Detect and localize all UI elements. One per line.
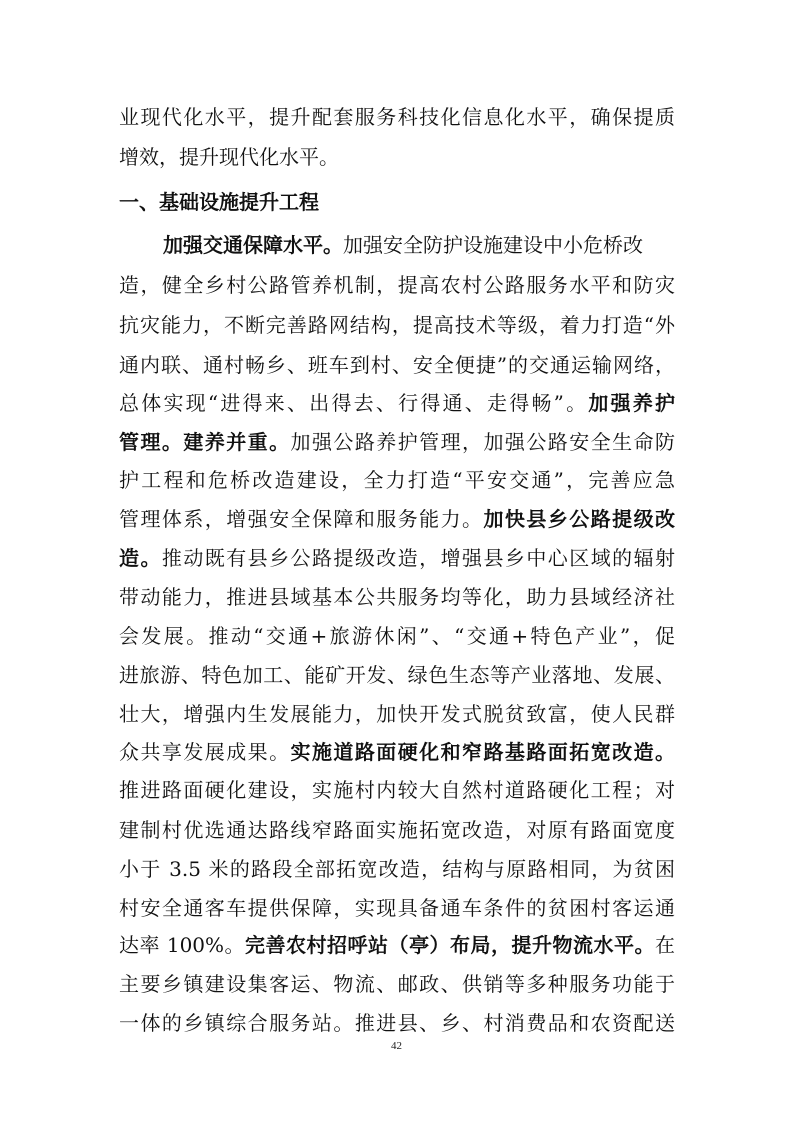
text-line (119, 425, 675, 459)
text-segment: 带动能力，推进县域基本公共服务均等化，助力县域经济社 (119, 585, 675, 609)
text-line (119, 348, 675, 382)
text-line (119, 891, 675, 925)
text-line (119, 541, 675, 575)
text-line (119, 140, 339, 174)
text-line (119, 100, 675, 134)
bold-phrase: 完善农村招呼站（亭）布局，提升物流水平。 (245, 933, 655, 957)
text-line (163, 228, 675, 262)
bold-phrase: 加快县乡公路提级改 (483, 507, 676, 531)
text-segment: 推动既有县乡公路提级改造，增强县乡中心区域的辐射 (161, 546, 676, 570)
text-segment: 加强公路养护管理，加强公路安全生命防 (290, 430, 676, 454)
section-heading (119, 185, 319, 219)
text-segment: 进旅游、特色加工、能矿开发、绿色生态等产业落地、发展、 (119, 663, 675, 687)
text-line (119, 697, 675, 731)
text-segment: 众共享发展成果。 (119, 740, 291, 764)
text-line (119, 735, 675, 769)
text-segment: 管理体系，增强安全保障和服务能力。 (119, 507, 484, 531)
text-line (119, 658, 675, 692)
bold-phrase: 加强交通保障水平。 (163, 233, 343, 257)
text-segment: 护工程和危桥改造建设，全力打造“平安交通”，完善应急 (119, 468, 675, 492)
bold-phrase: 管理。建养并重。 (119, 430, 291, 454)
text-segment: 小于 3.5 米的路段全部拓宽改造，结构与原路相同，为贫困 (119, 857, 675, 881)
text-segment: 主要乡镇建设集客运、物流、邮政、供销等多种服务功能于 (119, 972, 675, 996)
bold-phrase: 造。 (119, 546, 162, 570)
text-line (119, 928, 675, 962)
text-segment: 建制村优选通达路线窄路面实施拓宽改造，对原有路面宽度 (119, 818, 675, 842)
text-line (119, 1006, 675, 1040)
text-segment: 推进路面硬化建设，实施村内较大自然村道路硬化工程；对 (119, 778, 675, 802)
text-line (119, 308, 675, 342)
text-line (119, 852, 675, 886)
text-segment: 壮大，增强内生发展能力，加快开发式脱贫致富，使人民群 (119, 702, 675, 726)
text-segment: 在 (655, 933, 675, 957)
text-segment: 抗灾能力，不断完善路网结构，提高技术等级，着力打造“外 (119, 313, 675, 337)
text-segment: 业现代化水平，提升配套服务科技化信息化水平，确保提质 (119, 105, 675, 129)
text-line (119, 268, 675, 302)
text-segment: 总体实现“进得来、出得去、行得通、走得畅”。 (119, 391, 589, 415)
text-segment: 通内联、通村畅乡、班车到村、安全便捷”的交通运输网络， (119, 353, 675, 377)
text-segment: 达率 100%。 (119, 933, 246, 957)
bold-phrase: 加强养护 (588, 391, 676, 415)
text-line (119, 967, 675, 1001)
text-segment: 一、基础设施提升工程 (119, 190, 319, 214)
text-segment: 会发展。推动“交通+旅游休闲”、“交通+特色产业”，促 (119, 624, 675, 648)
text-line (119, 619, 675, 653)
text-segment: 村安全通客车提供保障，实现具备通车条件的贫困村客运通 (119, 896, 675, 920)
text-segment: 增效，提升现代化水平。 (119, 145, 339, 169)
bold-phrase: 实施道路面硬化和窄路基路面拓宽改造。 (290, 740, 676, 764)
page-number: 42 (391, 1040, 402, 1052)
text-line (119, 502, 675, 536)
text-line (119, 813, 675, 847)
text-segment: 造，健全乡村公路管养机制，提高农村公路服务水平和防灾 (119, 273, 675, 297)
text-line (119, 773, 675, 807)
text-segment: 加强安全防护设施建设中小危桥改 (343, 233, 643, 257)
text-line (119, 386, 675, 420)
text-line (119, 463, 675, 497)
text-line (119, 580, 675, 614)
text-segment: 一体的乡镇综合服务站。推进县、乡、村消费品和农资配送 (119, 1011, 675, 1035)
